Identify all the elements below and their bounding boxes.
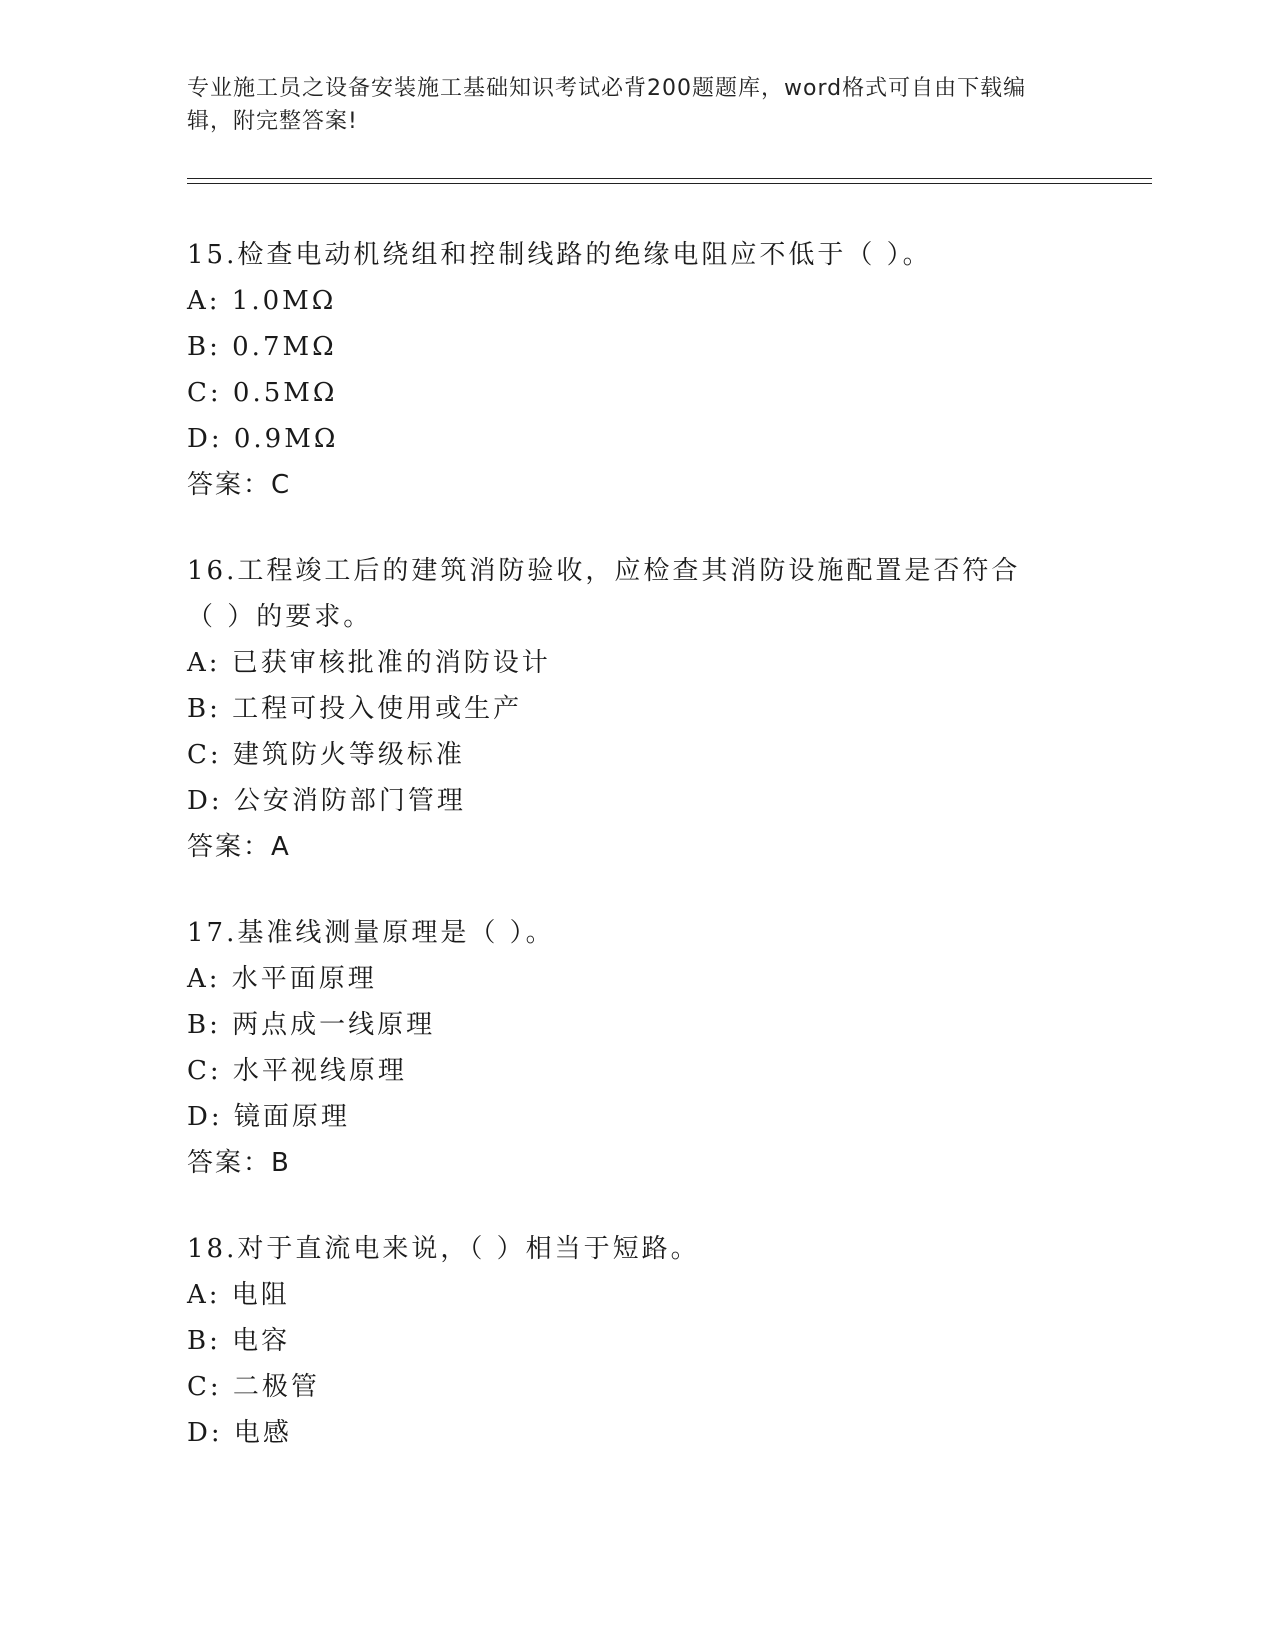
document-header: 专业施工员之设备安装施工基础知识考试必背200题题库，word格式可自由下载编辑，附完整答案!	[187, 76, 1027, 134]
question-stem: 17.基准线测量原理是（ ）。	[187, 918, 555, 948]
option-a: A: 水平面原理	[187, 964, 377, 994]
option-d: D: 电感	[187, 1418, 292, 1448]
question-16	[187, 548, 1087, 870]
answer: 答案：B	[187, 1148, 291, 1178]
option-c: C: 二极管	[187, 1372, 320, 1402]
option-d: D: 镜面原理	[187, 1102, 350, 1132]
header-divider	[187, 178, 1152, 184]
option-a: A: 电阻	[187, 1280, 290, 1310]
question-18	[187, 1226, 1087, 1456]
option-d: D: 公安消防部门管理	[187, 786, 466, 816]
option-b: B: 0.7MΩ	[187, 332, 337, 362]
option-b: B: 工程可投入使用或生产	[187, 694, 523, 724]
question-stem: 15.检查电动机绕组和控制线路的绝缘电阻应不低于（ ）。	[187, 240, 932, 270]
question-list	[187, 232, 1087, 1496]
option-d: D: 0.9MΩ	[187, 424, 339, 454]
option-c: C: 水平视线原理	[187, 1056, 407, 1086]
question-17	[187, 910, 1087, 1186]
option-a: A: 1.0MΩ	[187, 286, 337, 316]
question-stem: 16.工程竣工后的建筑消防验收，应检查其消防设施配置是否符合（ ）的要求。	[187, 556, 1021, 632]
option-c: C: 建筑防火等级标准	[187, 740, 465, 770]
option-b: B: 两点成一线原理	[187, 1010, 436, 1040]
option-a: A: 已获审核批准的消防设计	[187, 648, 551, 678]
option-b: B: 电容	[187, 1326, 291, 1356]
question-stem: 18.对于直流电来说，（ ）相当于短路。	[187, 1234, 700, 1264]
answer: 答案：C	[187, 470, 292, 500]
question-15	[187, 232, 1087, 508]
option-c: C: 0.5MΩ	[187, 378, 338, 408]
answer: 答案：A	[187, 832, 291, 862]
